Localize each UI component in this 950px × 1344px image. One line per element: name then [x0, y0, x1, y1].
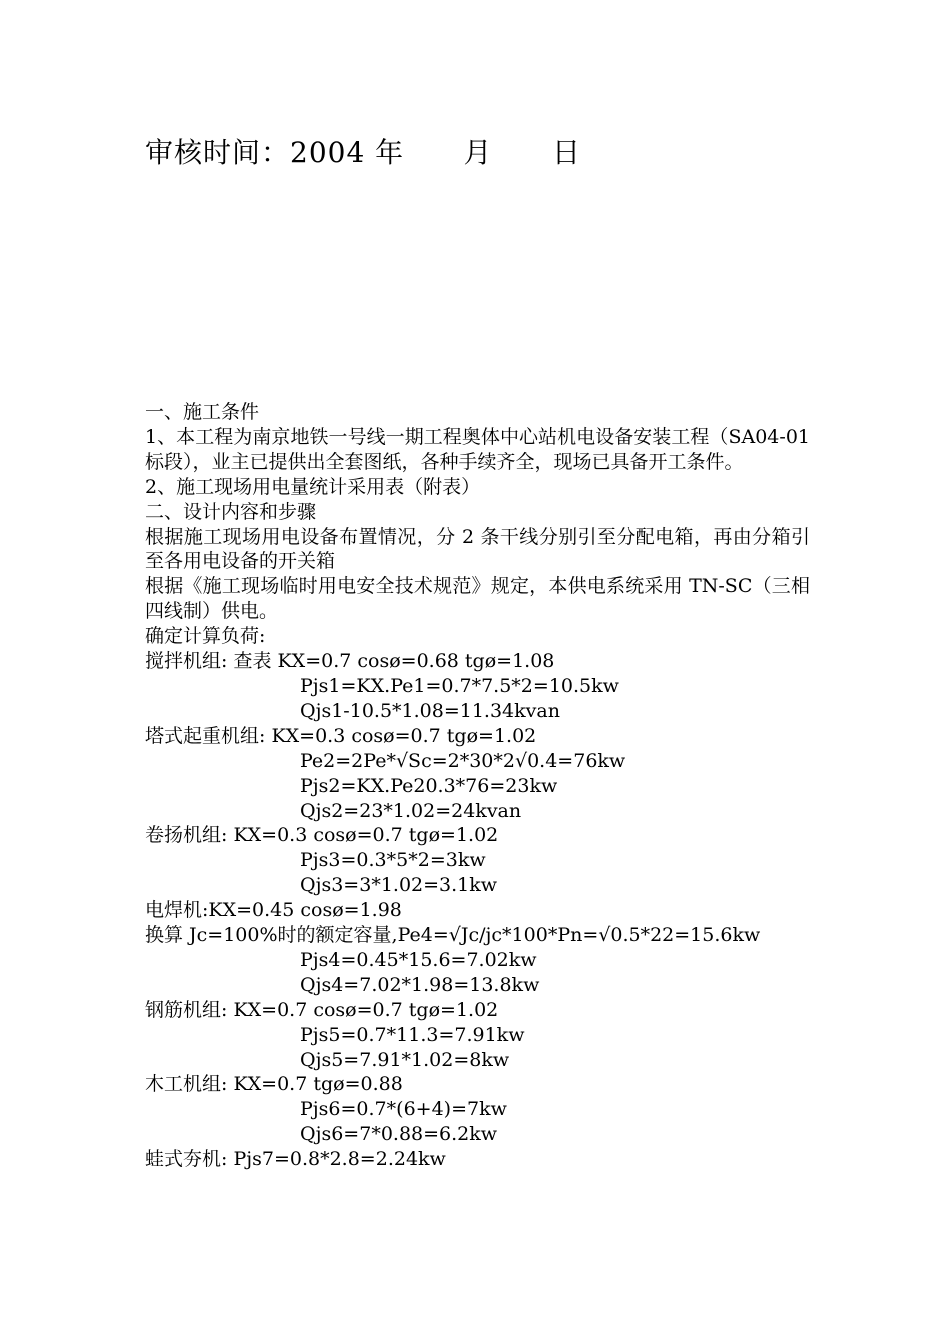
section-heading-construction-conditions: 一、施工条件 — [145, 401, 260, 423]
paragraph-regulation: 根据《施工现场临时用电安全技术规范》规定，本供电系统采用 TN-SC（三相四线制）供电。 — [145, 575, 810, 623]
calc-crane-pjs: Pjs2=KX.Pe20.3*76=23kw — [300, 774, 558, 797]
paragraph-project-description: 1、本工程为南京地铁一号线一期工程奥体中心站机电设备安装工程（SA04-01 标段），业主已提供出全套图纸，各种手续齐全，现场已具备开工条件。 — [145, 425, 810, 473]
document-body — [145, 400, 810, 1172]
calc-crane-pe: Pe2=2Pe*√Sc=2*30*2√0.4=76kw — [300, 749, 626, 772]
calc-welder-header: 电焊机:KX=0.45 cosø=1.98 — [145, 899, 402, 922]
calc-woodwork-pjs: Pjs6=0.7*(6+4)=7kw — [300, 1098, 507, 1121]
calc-woodwork-header: 木工机组: KX=0.7 tgø=0.88 — [145, 1073, 403, 1096]
calc-welder-conversion: 换算 Jc=100%时的额定容量,Pe4=√Jc/jc*100*Pn=√0.5*22=15.6kw — [145, 924, 761, 947]
calc-woodwork-qjs: Qjs6=7*0.88=6.2kw — [300, 1123, 498, 1146]
paragraph-distribution: 根据施工现场用电设备布置情况，分 2 条干线分别引至分配电箱，再由分箱引至各用电设备的开关箱 — [145, 525, 810, 573]
paragraph-load-calc-heading: 确定计算负荷: — [145, 625, 266, 648]
section-heading-design-steps: 二、设计内容和步骤 — [145, 500, 317, 523]
calc-crane-qjs: Qjs2=23*1.02=24kvan — [300, 799, 522, 822]
calc-mixer-pjs: Pjs1=KX.Pe1=0.7*7.5*2=10.5kw — [300, 674, 619, 697]
calc-rebar-pjs: Pjs5=0.7*11.3=7.91kw — [300, 1023, 525, 1046]
review-time: 审核时间：2004 年 月 日 — [145, 136, 581, 169]
calc-crane-header: 塔式起重机组: KX=0.3 cosø=0.7 tgø=1.02 — [145, 724, 537, 747]
calc-mixer-header: 搅拌机组: 查表 KX=0.7 cosø=0.68 tgø=1.08 — [145, 650, 555, 673]
calc-rebar-qjs: Qjs5=7.91*1.02=8kw — [300, 1048, 510, 1071]
paragraph-power-statistics: 2、施工现场用电量统计采用表（附表） — [145, 475, 481, 498]
calc-hoist-header: 卷扬机组: KX=0.3 cosø=0.7 tgø=1.02 — [145, 824, 499, 847]
calc-welder-qjs: Qjs4=7.02*1.98=13.8kw — [300, 973, 540, 996]
calc-mixer-qjs: Qjs1-10.5*1.08=11.34kvan — [300, 699, 560, 722]
calc-hoist-pjs: Pjs3=0.3*5*2=3kw — [300, 849, 486, 872]
calc-hoist-qjs: Qjs3=3*1.02=3.1kw — [300, 874, 498, 897]
calc-rebar-header: 钢筋机组: KX=0.7 cosø=0.7 tgø=1.02 — [145, 998, 499, 1021]
calc-tamper-header: 蛙式夯机: Pjs7=0.8*2.8=2.24kw — [145, 1148, 446, 1171]
calc-welder-pjs: Pjs4=0.45*15.6=7.02kw — [300, 948, 537, 971]
